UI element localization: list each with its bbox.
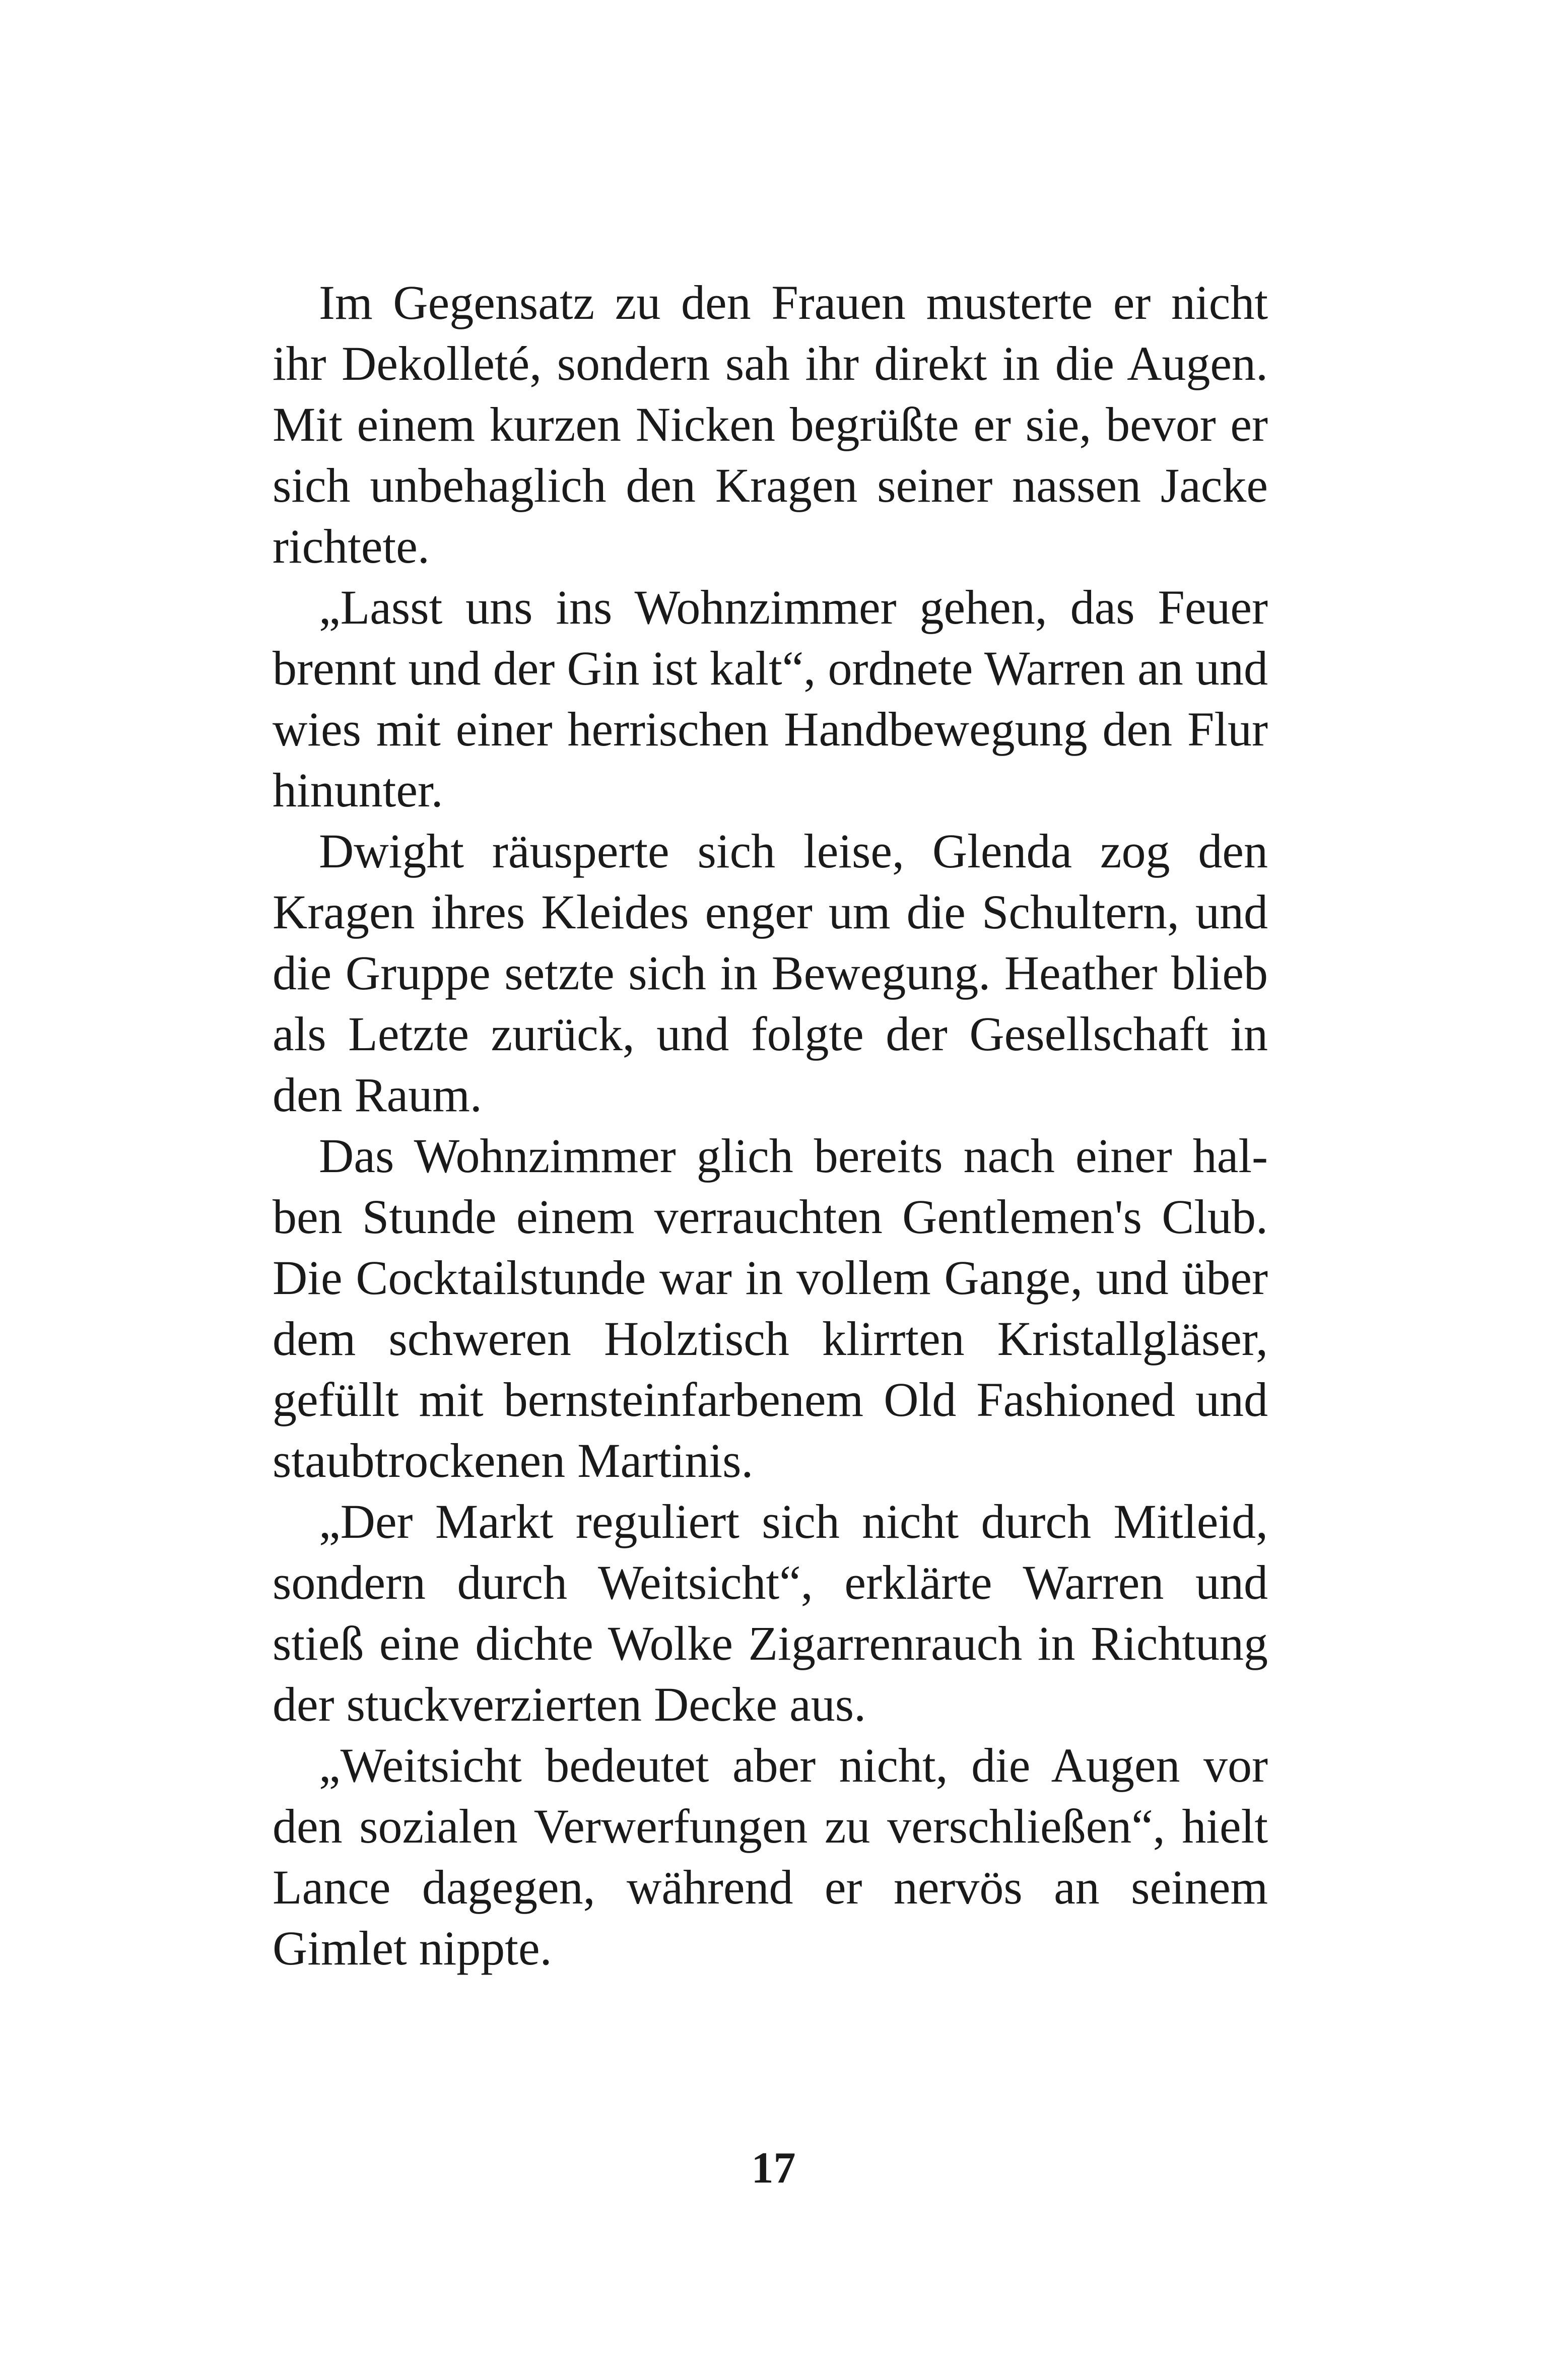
page-number: 17 bbox=[751, 2144, 796, 2193]
paragraph: Dwight räusperte sich leise, Glenda zog den Kragen ihres Kleides enger um die Schultern, und die Gruppe setzte sich in Bewegung. Heather blieb als Letzte zurück, und folgte der Gesellschaft in den Raum. bbox=[273, 824, 1268, 1122]
paragraph: Das Wohnzimmer glich bereits nach einer halben Stunde einem verrauchten Gentlemen's Club. Die Cocktailstunde war in vollem Gange, und über dem schweren Holztisch klirrten Kristallgläser, gefüllt mit bernsteinfarbenem Old Fashioned und staubtrockenen Martinis. bbox=[273, 1129, 1268, 1487]
paragraph: „Der Markt reguliert sich nicht durch Mitleid, sondern durch Weitsicht“, erklärte Warren und stieß eine dichte Wolke Zigarrenrauch in Richtung der stuckverzierten Decke aus. bbox=[273, 1494, 1268, 1731]
paragraph: „Weitsicht bedeutet aber nicht, die Augen vor den sozialen Verwerfungen zu verschließen“, hielt Lance dagegen, während er nervös an seinem Gimlet nippte. bbox=[273, 1738, 1268, 1975]
body-text bbox=[273, 272, 1268, 1979]
paragraph: „Lasst uns ins Wohnzimmer gehen, das Feuer brennt und der Gin ist kalt“, ordnete Warren an und wies mit einer herrischen Handbewegung den Flur hinunter. bbox=[273, 580, 1268, 817]
paragraph: Im Gegensatz zu den Frauen musterte er nicht ihr Dekolleté, sondern sah ihr direkt in die Augen. Mit einem kurzen Nicken begrüßte er sie, bevor er sich unbehaglich den Kragen seiner nassen Jacke richtete. bbox=[273, 276, 1268, 573]
